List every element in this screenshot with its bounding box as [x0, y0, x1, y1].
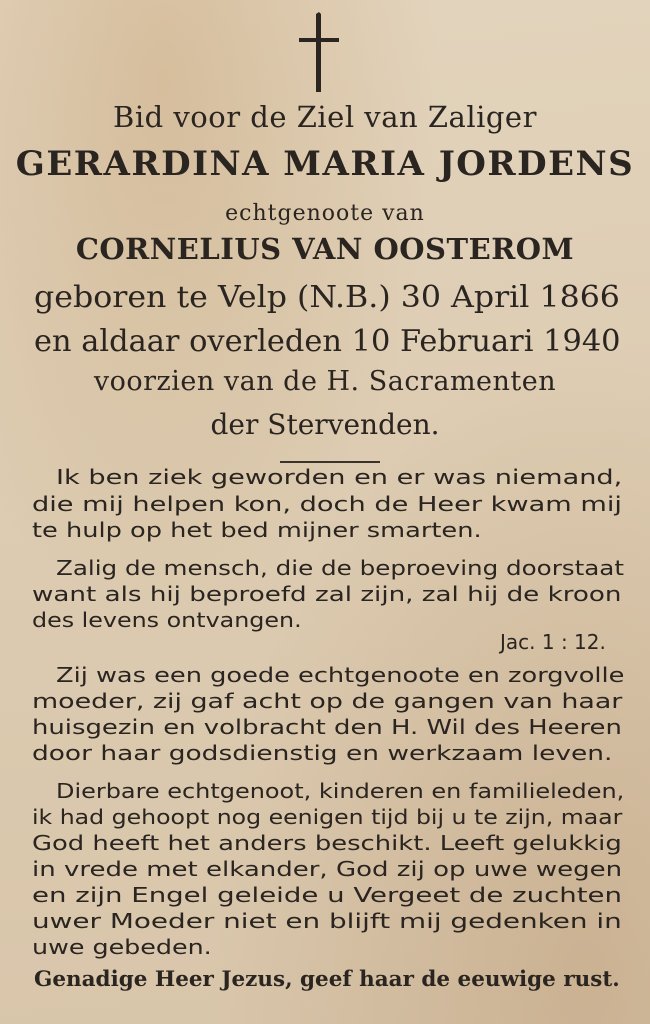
verse-line: door haar godsdienstig en werkzaam leven.	[32, 741, 613, 765]
verse-line: Zalig de mensch, die de beproeving doorstaat	[56, 556, 625, 580]
closing-prayer: Genadige Heer Jezus, geef haar de eeuwige rust.	[34, 966, 620, 991]
verse-line: uwe gebeden.	[32, 935, 212, 959]
birth-line: geboren te Velp (N.B.) 30 April 1866	[34, 280, 620, 315]
sacraments-line-2: der Stervenden.	[210, 408, 440, 441]
verse-line: Zij was een goede echtgenoote en zorgvolle	[56, 663, 625, 687]
cross-icon	[297, 12, 341, 94]
spouse-name: CORNELIUS VAN OOSTEROM	[75, 232, 575, 266]
verse-line: te hulp op het bed mijner smarten.	[32, 518, 482, 542]
verse-line: des levens ontvangen.	[32, 608, 302, 632]
verse-line: God heeft het anders beschikt. Leeft gelukkig	[32, 831, 622, 855]
spouse-of-label: echtgenoote van	[225, 201, 425, 226]
death-line: en aldaar overleden 10 Februari 1940	[34, 324, 621, 359]
verse-line: ik had gehoopt nog eenigen tijd bij u te zijn, maar	[32, 805, 623, 829]
verse-line: moeder, zij gaf acht op de gangen van haar	[32, 689, 623, 713]
verse-line: Dierbare echtgenoot, kinderen en familieleden,	[56, 779, 625, 803]
verse-line: in vrede met elkander, God zij op uwe wegen	[32, 857, 623, 881]
prayer-request: Bid voor de Ziel van Zaliger	[113, 100, 537, 134]
deceased-name: GERARDINA MARIA JORDENS	[15, 144, 635, 184]
verse-reference: Jac. 1 : 12.	[500, 630, 606, 654]
sacraments-line-1: voorzien van de H. Sacramenten	[93, 366, 557, 397]
verse-line: Ik ben ziek geworden en er was niemand,	[56, 465, 623, 489]
verse-line: huisgezin en volbracht den H. Wil des Heeren	[32, 715, 622, 739]
verse-line: en zijn Engel geleide u Vergeet de zuchten	[32, 883, 623, 907]
verse-line: die mij helpen kon, doch de Heer kwam mij	[32, 492, 622, 516]
verse-line: want als hij beproefd zal zijn, zal hij de kroon	[32, 582, 622, 606]
divider	[280, 461, 380, 463]
verse-line: uwer Moeder niet en blijft mij gedenken in	[32, 909, 622, 933]
